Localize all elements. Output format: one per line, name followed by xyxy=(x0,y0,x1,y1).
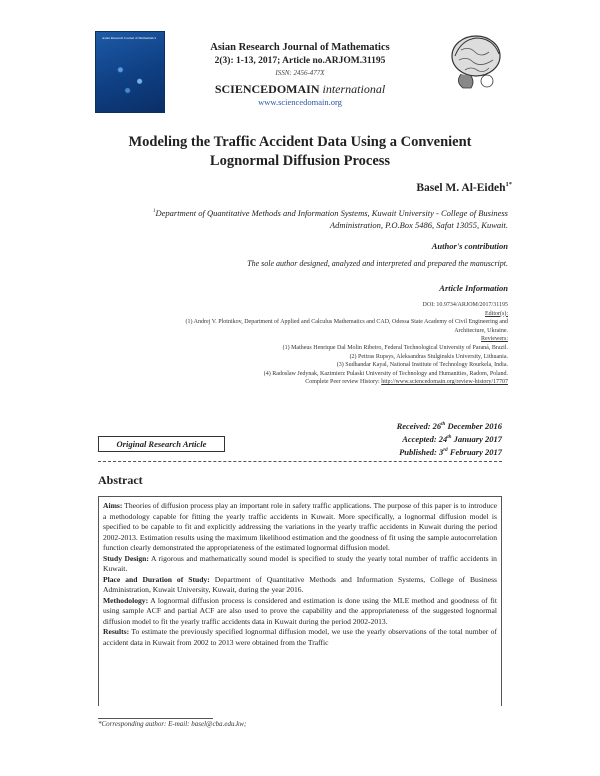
affil-sup: 1 xyxy=(153,209,156,214)
contribution-heading: Author's contribution xyxy=(431,241,508,251)
review-history-link[interactable]: http://www.sciencedomain.org/review-history/17707 xyxy=(381,379,508,386)
publisher-bold: SCIENCEDOMAIN xyxy=(214,82,320,96)
history-prefix: Complete Peer review History: xyxy=(305,379,382,386)
results-text: To estimate the previously specified lognormal diffusion model, we use the yearly observations of the total number of accident data in Kuwait from 2002 to 2013 were obtained from the Traffic xyxy=(103,627,497,647)
article-info-block xyxy=(78,301,508,387)
received-rest: December 2016 xyxy=(445,420,502,431)
results-label: Results: xyxy=(103,627,130,636)
affil-line2: Administration, P.O.Box 5486, Safat 13055, Kuwait. xyxy=(329,219,508,230)
abstract-methodology xyxy=(103,596,497,628)
abstract-heading: Abstract xyxy=(98,473,143,487)
published-rest: February 2017 xyxy=(447,446,502,457)
place-text: Department of Quantitative Methods and Information Systems, College of Business Administration, Kuwait University, Kuwait, during the year 2016. xyxy=(103,574,497,594)
accepted-text: Accepted: 24 xyxy=(402,433,448,444)
received-sup: th xyxy=(441,422,446,427)
publisher-website-link[interactable]: www.sciencedomain.org xyxy=(258,97,342,107)
editor-1: (1) Andrej V. Plotnikov, Department of Applied and Calculus Mathematics and CAD, Odessa State Academy of Civil Engineering and xyxy=(185,319,508,326)
corresponding-author-footnote: *Corresponding author: E-mail: basel@cba.edu.kw; xyxy=(98,720,247,728)
accepted-sup: th xyxy=(447,434,452,440)
aims-text: Theories of diffusion process play an important role in safety traffic applications. The purpose of this paper is to introduce a methodology capable for fitting the yearly traffic accidents in Kuwait. More specifically, a lognormal diffusion model is specified to be capable to fit and explicitly addressing the variations in the yearly traffic accidents in Kuwait during the period 2002-2013. Estimation results using the maximum likelihood estimation and the goodness of fit using the sample autocorrelation function clearly demonstrated the appropriateness of the estimated lognormal diffusion model. xyxy=(103,501,497,552)
affiliation xyxy=(98,206,508,231)
abstract-box xyxy=(98,496,502,706)
author-name xyxy=(416,181,512,194)
editor-1b: Architecture, Ukraine. xyxy=(454,327,508,334)
volume-line: 2(3): 1-13, 2017; Article no.ARJOM.31195 xyxy=(214,56,386,66)
reviewers-label: Reviewers: xyxy=(481,336,508,343)
published-date xyxy=(397,445,502,458)
cover-title: Asian Research Journal of Mathematics xyxy=(102,36,157,40)
abstract-results xyxy=(103,627,497,648)
issn: ISSN: 2456-477X xyxy=(275,69,325,77)
reviewer-4: (4) Radoslaw Jedynak, Kazimierz Pulaski University of Technology and Humanities, Radom, Poland. xyxy=(263,370,508,377)
publisher-logo xyxy=(441,26,511,96)
abstract-design xyxy=(103,554,497,575)
article-info-heading: Article Information xyxy=(439,283,508,293)
published-text: Published: 3 xyxy=(399,446,444,457)
author-text: Basel M. Al-Eideh xyxy=(416,181,506,194)
design-text: A rigorous and mathematically sound model is specified to study the yearly total number of traffic accidents in Kuwait. xyxy=(103,553,497,573)
abstract-aims xyxy=(103,501,497,554)
accepted-rest: January 2017 xyxy=(451,433,502,444)
dates-block xyxy=(397,419,502,457)
received-text: Received: 26 xyxy=(396,420,442,431)
contribution-text: The sole author designed, analyzed and interpreted and prepared the manuscript. xyxy=(247,259,508,268)
doi: DOI: 10.9734/ARJOM/2017/31195 xyxy=(422,302,508,308)
reviewer-3: (3) Sudhandar Kayal, National Institute of Technology Rourkela, India. xyxy=(336,362,508,369)
received-date xyxy=(397,419,502,432)
abstract-place xyxy=(103,575,497,596)
aims-label: Aims: xyxy=(103,501,123,510)
author-sup: 1* xyxy=(505,181,512,188)
design-label: Study Design: xyxy=(103,553,149,563)
reviewer-2: (2) Pettras Rupsys, Aleksandras Stulginskis University, Lithuania. xyxy=(349,353,508,360)
paper-title-line1: Modeling the Traffic Accident Data Using a Convenient xyxy=(128,134,472,150)
method-label: Methodology: xyxy=(103,595,149,605)
accepted-date xyxy=(397,432,502,445)
reviewer-1: (1) Matheus Henrique Dal Molin Ribeiro, Federal Technological University of Paraná, Brazil. xyxy=(282,344,508,351)
review-history xyxy=(78,378,508,387)
footnote-rule xyxy=(98,718,213,719)
place-label: Place and Duration of Study: xyxy=(103,574,210,584)
paper-title-line2: Lognormal Diffusion Process xyxy=(209,153,391,169)
publisher-italic: international xyxy=(322,82,386,96)
journal-name: Asian Research Journal of Mathematics xyxy=(210,42,390,53)
section-divider xyxy=(98,461,502,462)
affil-line1: Department of Quantitative Methods and Information Systems, Kuwait University - College of Business xyxy=(155,207,508,218)
article-type-badge: Original Research Article xyxy=(98,436,225,452)
published-sup: rd xyxy=(443,447,448,453)
editors-label: Editor(s): xyxy=(485,310,508,317)
method-text: A lognormal diffusion process is considered and estimation is done using the MLE method and goodness of fit using sample ACF and partial ACF are also used to prove the capability and the appropriateness of the suggested lognormal diffusion model to fit the yearly traffic accidents data in Kuwait during the period 2002-2013. xyxy=(103,595,497,626)
